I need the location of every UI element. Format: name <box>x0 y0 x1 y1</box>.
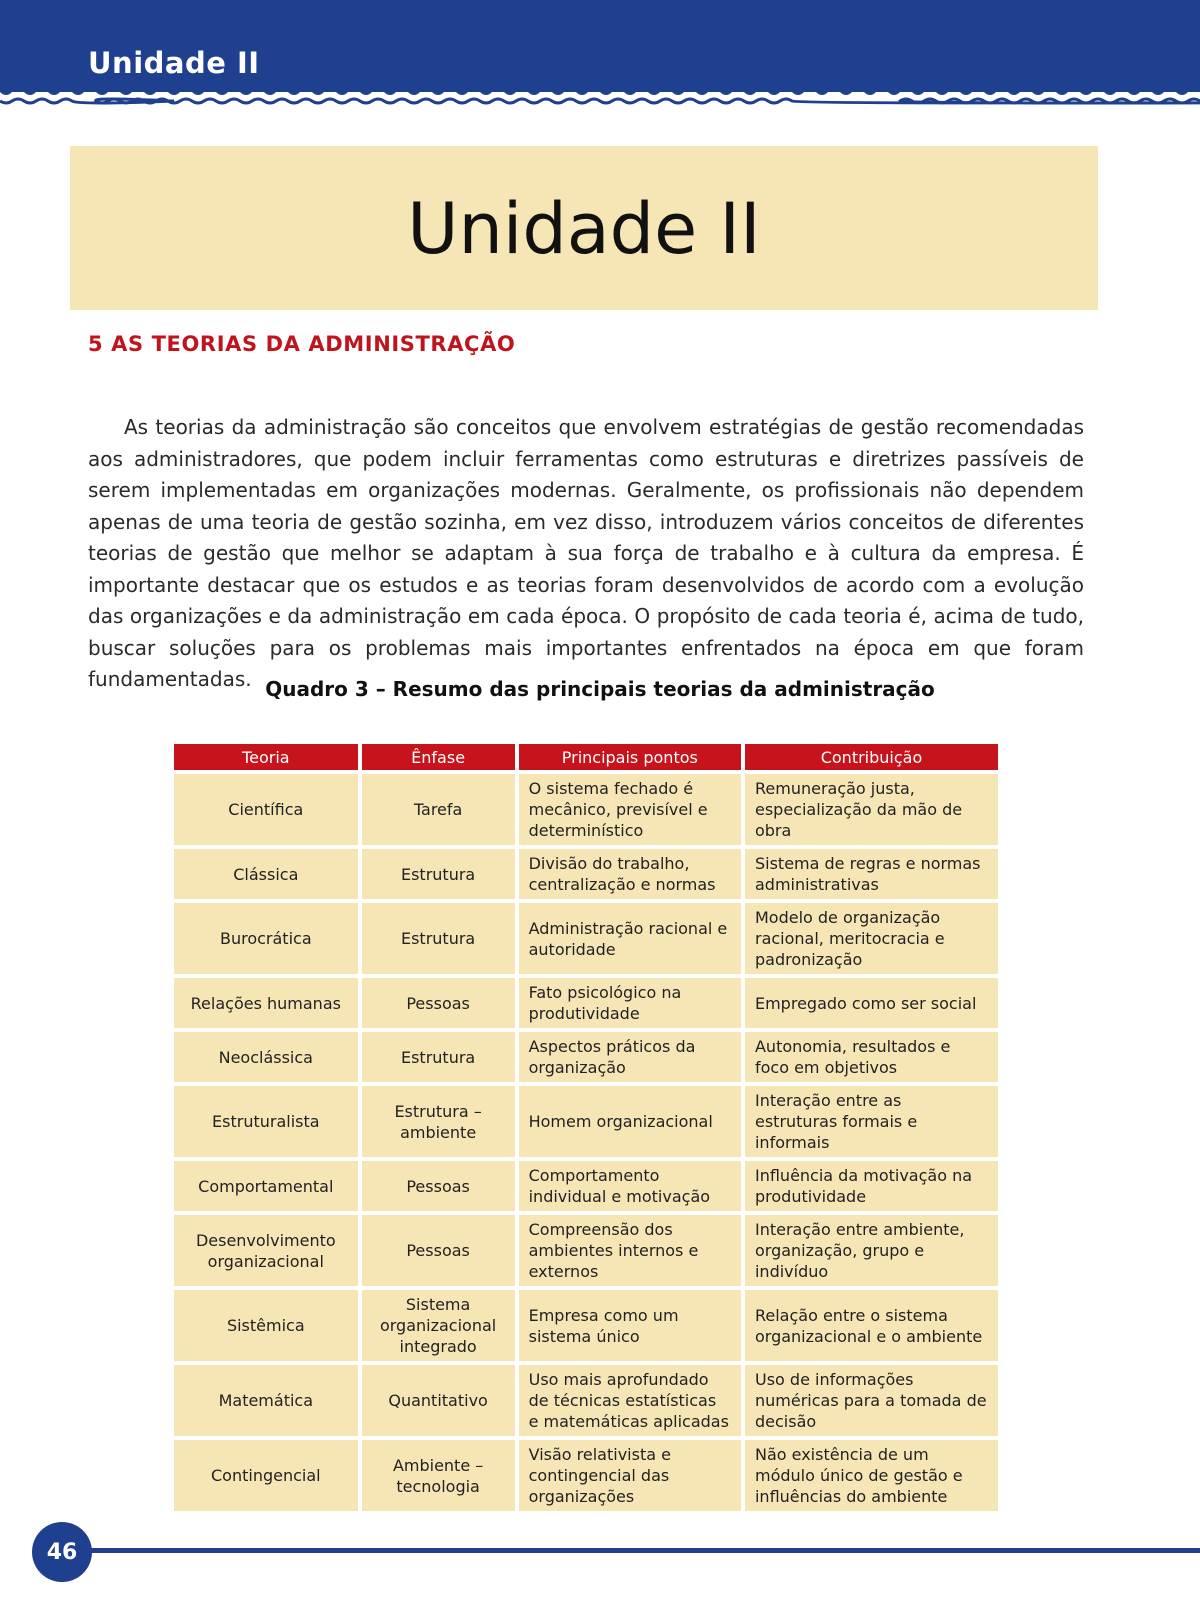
section-heading: 5 AS TEORIAS DA ADMINISTRAÇÃO <box>88 332 516 356</box>
cell-principais-pontos: Fato psicológico na produtividade <box>519 978 741 1028</box>
cell-teoria: Comportamental <box>174 1161 358 1211</box>
cell-teoria: Desenvolvimento organizacional <box>174 1215 358 1286</box>
cell-enfase: Pessoas <box>362 1215 515 1286</box>
cell-principais-pontos: Uso mais aprofundado de técnicas estatísticas e matemáticas aplicadas <box>519 1365 741 1436</box>
cell-enfase: Estrutura <box>362 849 515 899</box>
footer-rule <box>60 1548 1200 1553</box>
cell-enfase: Ambiente – tecnologia <box>362 1440 515 1511</box>
cell-principais-pontos: Homem organizacional <box>519 1086 741 1157</box>
cell-contribuicao: Autonomia, resultados e foco em objetivos <box>745 1032 998 1082</box>
page-number-badge: 46 <box>32 1522 92 1582</box>
table-header-row <box>174 744 998 770</box>
cell-contribuicao: Relação entre o sistema organizacional e o ambiente <box>745 1290 998 1361</box>
cell-principais-pontos: Empresa como um sistema único <box>519 1290 741 1361</box>
header-cell-enfase: Ênfase <box>362 744 515 770</box>
header-unit-label: Unidade II <box>88 46 260 80</box>
table-body <box>174 774 998 1511</box>
cell-teoria: Neoclássica <box>174 1032 358 1082</box>
table-row <box>174 978 998 1028</box>
table-row <box>174 1032 998 1082</box>
cell-contribuicao: Modelo de organização racional, meritocracia e padronização <box>745 903 998 974</box>
cell-principais-pontos: Aspectos práticos da organização <box>519 1032 741 1082</box>
table-row <box>174 1365 998 1436</box>
header-wave-border <box>0 84 1200 108</box>
cell-enfase: Tarefa <box>362 774 515 845</box>
table-caption: Quadro 3 – Resumo das principais teorias da administração <box>265 677 935 701</box>
cell-enfase: Estrutura <box>362 1032 515 1082</box>
cell-principais-pontos: Administração racional e autoridade <box>519 903 741 974</box>
cell-principais-pontos: O sistema fechado é mecânico, previsível e determinístico <box>519 774 741 845</box>
cell-teoria: Sistêmica <box>174 1290 358 1361</box>
cell-enfase: Pessoas <box>362 978 515 1028</box>
table-row <box>174 1215 998 1286</box>
cell-enfase: Pessoas <box>362 1161 515 1211</box>
cell-teoria: Estruturalista <box>174 1086 358 1157</box>
cell-contribuicao: Empregado como ser social <box>745 978 998 1028</box>
header-cell-teoria: Teoria <box>174 744 358 770</box>
table-row <box>174 1440 998 1511</box>
cell-contribuicao: Interação entre as estruturas formais e informais <box>745 1086 998 1157</box>
cell-principais-pontos: Compreensão dos ambientes internos e externos <box>519 1215 741 1286</box>
table-row <box>174 774 998 845</box>
header-cell-contribuicao: Contribuição <box>745 744 998 770</box>
cell-contribuicao: Remuneração justa, especialização da mão de obra <box>745 774 998 845</box>
cell-enfase: Quantitativo <box>362 1365 515 1436</box>
cell-enfase: Estrutura – ambiente <box>362 1086 515 1157</box>
cell-principais-pontos: Comportamento individual e motivação <box>519 1161 741 1211</box>
cell-teoria: Científica <box>174 774 358 845</box>
cell-teoria: Matemática <box>174 1365 358 1436</box>
cell-contribuicao: Interação entre ambiente, organização, grupo e indivíduo <box>745 1215 998 1286</box>
table-row <box>174 1086 998 1157</box>
cell-teoria: Burocrática <box>174 903 358 974</box>
cell-teoria: Contingencial <box>174 1440 358 1511</box>
body-paragraph: As teorias da administração são conceitos que envolvem estratégias de gestão recomendadas aos administradores, que podem incluir ferramentas como estruturas e diretrizes passíveis de serem implementadas em organizações modernas. Geralmente, os profissionais não dependem apenas de uma teoria de gestão sozinha, em vez disso, introduzem vários conceitos de diferentes teorias de gestão que melhor se adaptam à sua força de trabalho e à cultura da empresa. É importante destacar que os estudos e as teorias foram desenvolvidos de acordo com a evolução das organizações e da administração em cada época. O propósito de cada teoria é, acima de tudo, buscar soluções para os problemas mais importantes enfrentados na época em que foram fundamentadas. <box>88 415 1084 691</box>
cell-contribuicao: Influência da motivação na produtividade <box>745 1161 998 1211</box>
header-cell-principais-pontos: Principais pontos <box>519 744 741 770</box>
theories-table <box>170 740 1002 1515</box>
cell-contribuicao: Uso de informações numéricas para a tomada de decisão <box>745 1365 998 1436</box>
cell-contribuicao: Não existência de um módulo único de gestão e influências do ambiente <box>745 1440 998 1511</box>
table-row <box>174 1161 998 1211</box>
cell-principais-pontos: Divisão do trabalho, centralização e normas <box>519 849 741 899</box>
table-row <box>174 903 998 974</box>
cell-teoria: Clássica <box>174 849 358 899</box>
unit-title: Unidade II <box>407 188 761 270</box>
cell-principais-pontos: Visão relativista e contingencial das organizações <box>519 1440 741 1511</box>
cell-enfase: Sistema organizacional integrado <box>362 1290 515 1361</box>
table-row <box>174 1290 998 1361</box>
cell-contribuicao: Sistema de regras e normas administrativas <box>745 849 998 899</box>
unit-title-box <box>70 146 1098 310</box>
table-row <box>174 849 998 899</box>
cell-enfase: Estrutura <box>362 903 515 974</box>
cell-teoria: Relações humanas <box>174 978 358 1028</box>
